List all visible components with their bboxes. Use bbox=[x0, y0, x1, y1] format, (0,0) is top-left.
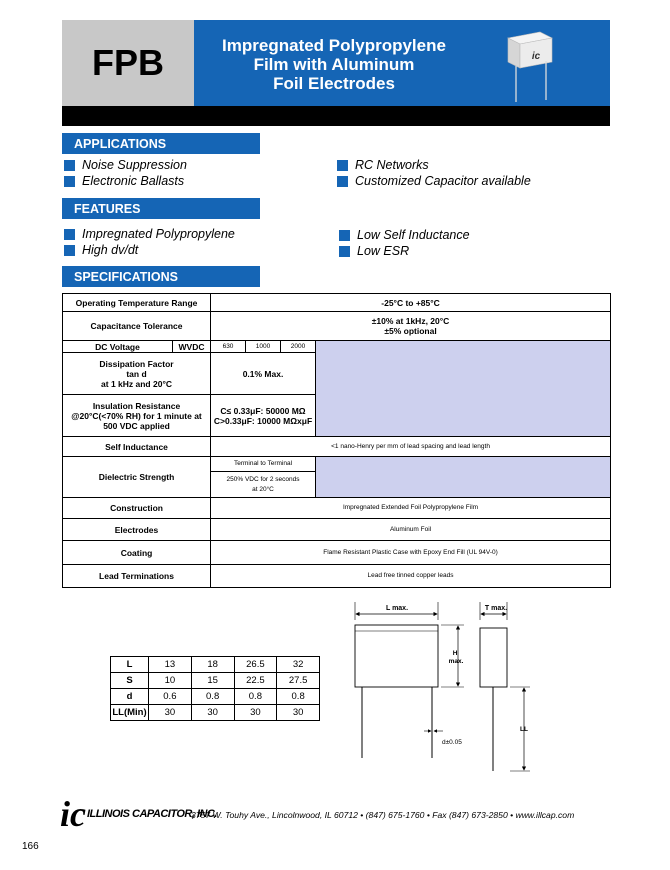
d-tolerance-label: d±0.05 bbox=[442, 739, 462, 746]
spec-label: DC Voltage bbox=[63, 341, 173, 353]
table-cell: 0.8 bbox=[277, 689, 320, 705]
spec-value: 250% VDC for 2 seconds at 20°C bbox=[211, 472, 316, 498]
spec-value: Lead free tinned copper leads bbox=[211, 565, 611, 588]
spec-value: ±10% at 1kHz, 20°C ±5% optional bbox=[211, 312, 611, 341]
table-row bbox=[63, 519, 611, 541]
table-cell: 10 bbox=[149, 673, 192, 689]
table-row bbox=[111, 673, 320, 689]
shaded-cell bbox=[316, 457, 611, 498]
table-cell: 22.5 bbox=[234, 673, 277, 689]
voltage-value: 630 bbox=[211, 341, 246, 353]
applications-right-list bbox=[337, 157, 531, 189]
table-row bbox=[111, 705, 320, 721]
spec-value: <1 nano-Henry per mm of lead spacing and lead length bbox=[211, 437, 611, 457]
ll-label: LL bbox=[520, 726, 528, 733]
list-item: Electronic Ballasts bbox=[64, 173, 187, 189]
list-item: RC Networks bbox=[337, 157, 531, 173]
company-address: 3757 W. Touhy Ave., Lincolnwood, IL 60712 • (847) 675-1760 • Fax (847) 673-2850 • www.illcap.com bbox=[191, 810, 575, 820]
table-row bbox=[63, 312, 611, 341]
bullet-icon bbox=[337, 160, 348, 171]
list-item: Low ESR bbox=[339, 243, 470, 259]
bullet-icon bbox=[64, 176, 75, 187]
features-right-list bbox=[339, 227, 470, 259]
spec-label: Capacitance Tolerance bbox=[63, 312, 211, 341]
shaded-cell bbox=[316, 341, 611, 437]
table-cell: 13 bbox=[149, 657, 192, 673]
h-max-label: H max. bbox=[448, 650, 464, 665]
bullet-icon bbox=[339, 246, 350, 257]
spec-label: Self Inductance bbox=[63, 437, 211, 457]
spec-label: Operating Temperature Range bbox=[63, 294, 211, 312]
specifications-table bbox=[62, 293, 611, 588]
table-cell: 18 bbox=[191, 657, 234, 673]
list-item: Impregnated Polypropylene bbox=[64, 226, 235, 242]
applications-heading: APPLICATIONS bbox=[62, 133, 260, 154]
t-max-label: T max. bbox=[484, 605, 508, 612]
table-cell: 15 bbox=[191, 673, 234, 689]
table-row bbox=[63, 457, 611, 472]
table-row bbox=[111, 689, 320, 705]
dimension-drawing bbox=[340, 598, 540, 778]
spec-value: Impregnated Extended Foil Polypropylene Film bbox=[211, 498, 611, 519]
table-row bbox=[63, 341, 611, 353]
spec-label: Lead Terminations bbox=[63, 565, 211, 588]
list-item: Low Self Inductance bbox=[339, 227, 470, 243]
table-cell: 27.5 bbox=[277, 673, 320, 689]
spec-label: Dielectric Strength bbox=[63, 457, 211, 498]
table-row bbox=[111, 657, 320, 673]
spec-label: Dissipation Factor tan d at 1 kHz and 20°C bbox=[63, 353, 211, 395]
specifications-heading: SPECIFICATIONS bbox=[62, 266, 260, 287]
spec-value: 0.1% Max. bbox=[211, 353, 316, 395]
l-max-label: L max. bbox=[385, 605, 409, 612]
table-cell: 0.6 bbox=[149, 689, 192, 705]
table-row bbox=[63, 541, 611, 565]
bullet-icon bbox=[337, 176, 348, 187]
table-cell: 0.8 bbox=[191, 689, 234, 705]
row-label: S bbox=[111, 673, 149, 689]
spec-label: Construction bbox=[63, 498, 211, 519]
voltage-value: 2000 bbox=[281, 341, 316, 353]
list-item: Customized Capacitor available bbox=[337, 173, 531, 189]
company-name: ILLINOIS CAPACITOR, INC. bbox=[87, 808, 217, 820]
bullet-icon bbox=[339, 230, 350, 241]
dimensions-table bbox=[110, 656, 320, 721]
spec-label: Electrodes bbox=[63, 519, 211, 541]
features-left-list bbox=[64, 226, 235, 258]
table-cell: 32 bbox=[277, 657, 320, 673]
table-cell: 30 bbox=[234, 705, 277, 721]
spec-sublabel: Terminal to Terminal bbox=[211, 457, 316, 472]
spec-value: Aluminum Foil bbox=[211, 519, 611, 541]
list-item: Noise Suppression bbox=[64, 157, 187, 173]
voltage-value: 1000 bbox=[246, 341, 281, 353]
bullet-icon bbox=[64, 229, 75, 240]
spec-value: -25°C to +85°C bbox=[211, 294, 611, 312]
applications-left-list bbox=[64, 157, 187, 189]
table-cell: 30 bbox=[149, 705, 192, 721]
header-bar bbox=[62, 106, 610, 126]
spec-label: Insulation Resistance @20°C(<70% RH) for 1 minute at 500 VDC applied bbox=[63, 395, 211, 437]
page-number: 166 bbox=[22, 841, 39, 852]
title-line: Foil Electrodes bbox=[273, 74, 395, 93]
table-row bbox=[63, 498, 611, 519]
product-title bbox=[194, 36, 474, 93]
row-label: LL(Min) bbox=[111, 705, 149, 721]
title-line: Film with Aluminum bbox=[253, 55, 415, 74]
capacitor-logo-text: ic bbox=[531, 51, 541, 62]
spec-label: Coating bbox=[63, 541, 211, 565]
table-cell: 0.8 bbox=[234, 689, 277, 705]
table-cell: 30 bbox=[191, 705, 234, 721]
features-heading: FEATURES bbox=[62, 198, 260, 219]
table-cell: 30 bbox=[277, 705, 320, 721]
table-cell: 26.5 bbox=[234, 657, 277, 673]
table-row bbox=[63, 565, 611, 588]
spec-unit: WVDC bbox=[173, 341, 211, 353]
product-code: FPB bbox=[92, 42, 164, 83]
table-row bbox=[63, 294, 611, 312]
title-line: Impregnated Polypropylene bbox=[222, 36, 446, 55]
logo-text: ic bbox=[60, 794, 86, 832]
row-label: L bbox=[111, 657, 149, 673]
spec-value: Flame Resistant Plastic Case with Epoxy End Fill (UL 94V-0) bbox=[211, 541, 611, 565]
spec-value: C≤ 0.33μF: 50000 MΩ C>0.33μF: 10000 MΩxμF bbox=[211, 395, 316, 437]
bullet-icon bbox=[64, 160, 75, 171]
row-label: d bbox=[111, 689, 149, 705]
capacitor-photo bbox=[500, 28, 560, 104]
bullet-icon bbox=[64, 245, 75, 256]
list-item: High dv/dt bbox=[64, 242, 235, 258]
table-row bbox=[63, 437, 611, 457]
